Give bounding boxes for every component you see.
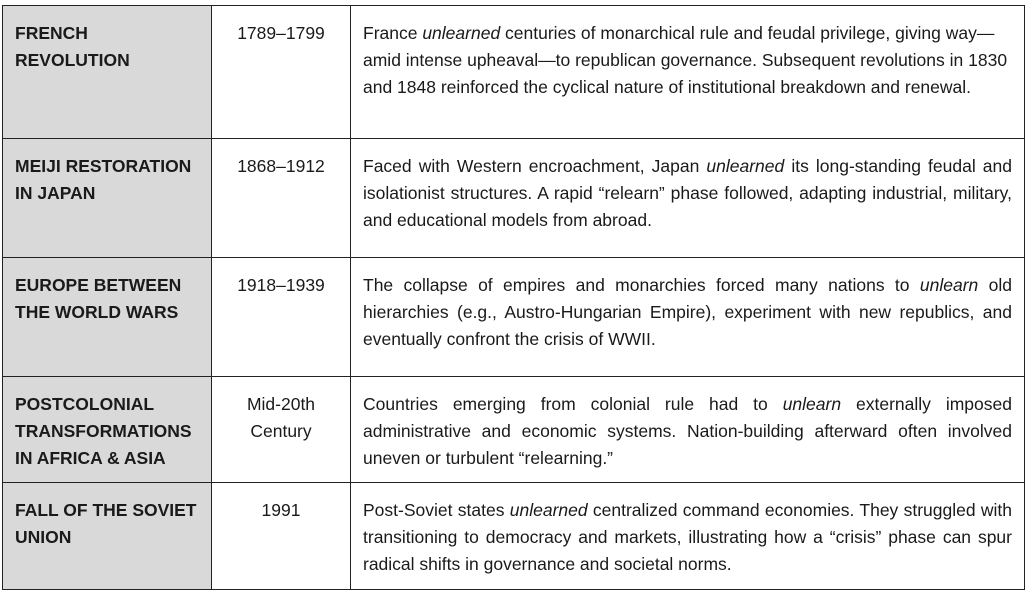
description-cell <box>351 258 1025 377</box>
event-name-line: FALL OF THE SOVIET <box>15 500 197 520</box>
description-emphasis: unlearned <box>509 500 588 520</box>
event-name-line: EUROPE BETWEEN <box>15 275 182 295</box>
description-emphasis: unlearned <box>422 23 501 43</box>
period-cell <box>212 139 351 258</box>
event-name-cell <box>3 258 212 377</box>
event-name-line: IN JAPAN <box>15 183 96 203</box>
description-text: externally imposed administrative and economic systems. Nation-building afterward often involved uneven or turbulent “relearning.” <box>363 394 1012 468</box>
period-text: Century <box>250 421 312 441</box>
description-text: Faced with Western encroachment, Japan <box>363 156 707 176</box>
event-name-cell <box>3 377 212 483</box>
event-name-line: FRENCH <box>15 23 88 43</box>
table-row <box>3 377 1025 483</box>
table-row <box>3 258 1025 377</box>
description-text: its long-standing feudal and isolationist structures. A rapid “relearn” phase followed, adapting industrial, military, and educational models from abroad. <box>363 156 1012 230</box>
description-text: Countries emerging from colonial rule had to <box>363 394 783 414</box>
description-text: centuries of monarchical rule and feudal privilege, giving way—amid intense upheaval—to republican governance. Subsequent revolutions in 1830 and 1848 reinforced the cyclical nature of institutional breakdown and renewal. <box>363 23 1008 97</box>
description-cell <box>351 483 1025 590</box>
period-text: 1918–1939 <box>237 275 325 295</box>
description-text: The collapse of empires and monarchies forced many nations to <box>363 275 920 295</box>
period-cell <box>212 377 351 483</box>
description-cell <box>351 377 1025 483</box>
description-emphasis: unlearn <box>919 275 979 295</box>
description-text: centralized command economies. They struggled with transitioning to democracy and markets, illustrating how a “crisis” phase can spur radical shifts in governance and societal norms. <box>363 500 1012 574</box>
event-name-line: POSTCOLONIAL <box>15 394 155 414</box>
description-text: France <box>363 23 423 43</box>
history-table <box>2 5 1025 590</box>
event-name-line: UNION <box>15 527 72 547</box>
description-emphasis: unlearn <box>782 394 842 414</box>
period-text: Mid-20th <box>246 394 316 414</box>
description-cell <box>351 139 1025 258</box>
period-text: 1868–1912 <box>237 156 325 176</box>
table-row <box>3 139 1025 258</box>
period-cell <box>212 483 351 590</box>
event-name-cell <box>3 6 212 139</box>
description-cell <box>351 6 1025 139</box>
period-text: 1789–1799 <box>237 23 325 43</box>
history-table-container <box>2 5 1024 590</box>
description-text: Post-Soviet states <box>363 500 510 520</box>
description-text: old hierarchies (e.g., Austro-Hungarian Empire), experiment with new republics, and eventually confront the crisis of WWII. <box>363 275 1012 349</box>
period-cell <box>212 258 351 377</box>
event-name-line: IN AFRICA & ASIA <box>15 448 166 468</box>
table-row <box>3 6 1025 139</box>
event-name-line: TRANSFORMATIONS <box>15 421 192 441</box>
period-text: 1991 <box>261 500 301 520</box>
description-emphasis: unlearned <box>706 156 785 176</box>
event-name-cell <box>3 139 212 258</box>
event-name-line: REVOLUTION <box>15 50 130 70</box>
table-row <box>3 483 1025 590</box>
event-name-line: MEIJI RESTORATION <box>15 156 192 176</box>
event-name-cell <box>3 483 212 590</box>
event-name-line: THE WORLD WARS <box>15 302 179 322</box>
period-cell <box>212 6 351 139</box>
